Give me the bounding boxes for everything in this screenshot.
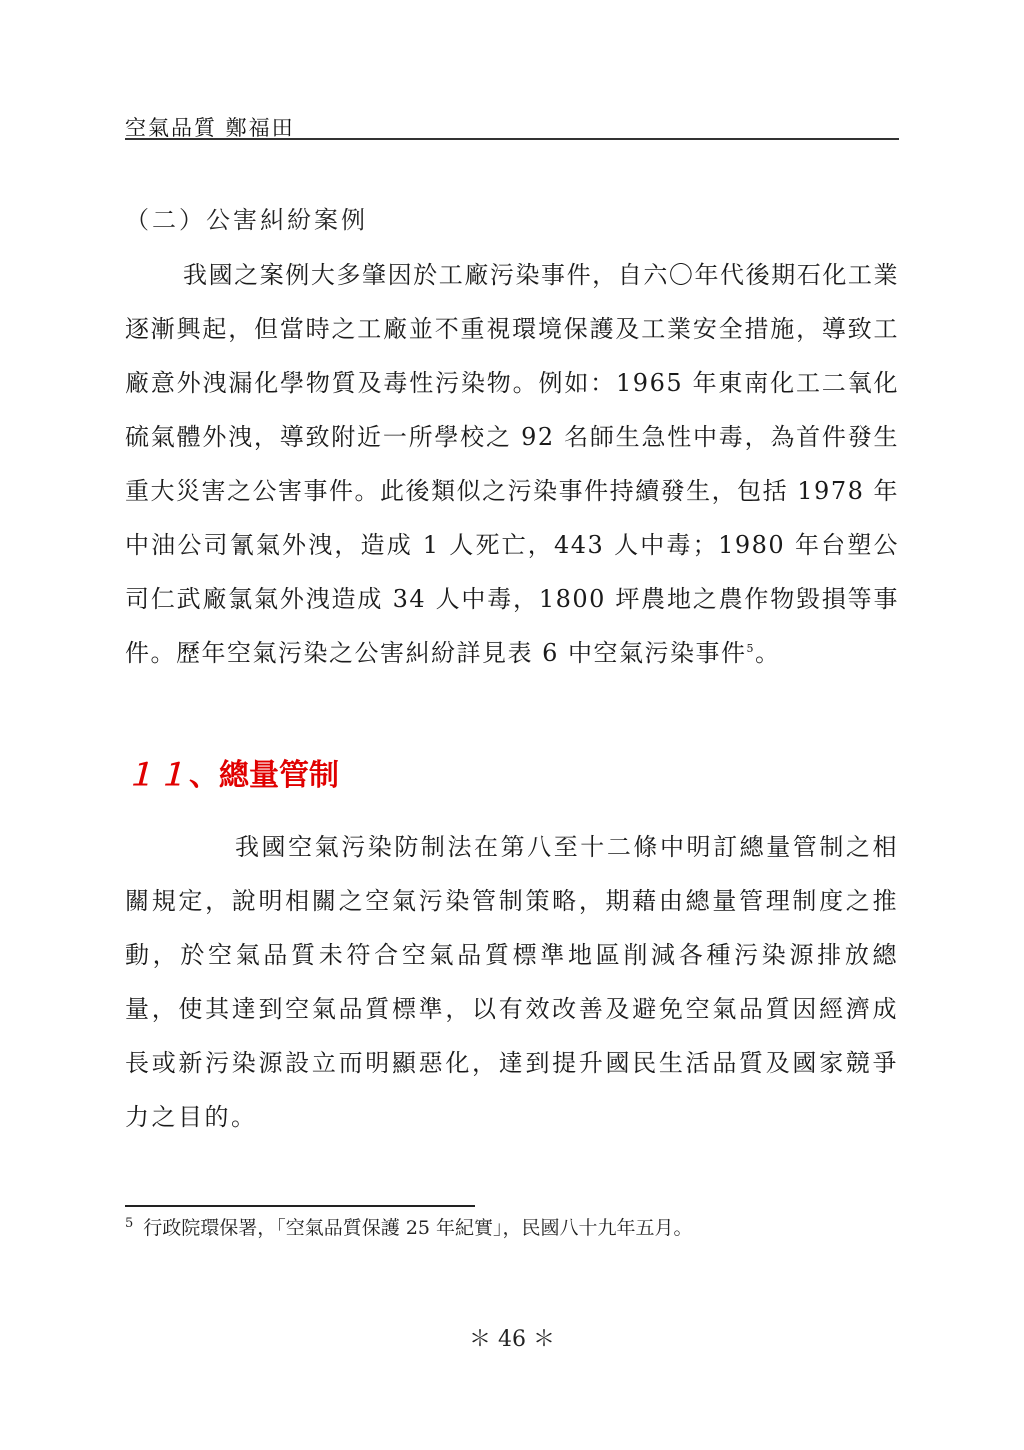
footnote-text: 行政院環保署，「空氣品質保護 25 年紀實」，民國八十九年五月。 xyxy=(143,1217,693,1239)
section-heading xyxy=(125,750,339,794)
page-number: ＊ 46 ＊ xyxy=(469,1327,555,1352)
header-rule xyxy=(125,138,899,140)
section-separator: 、 xyxy=(189,758,219,793)
footnote-mark: 5 xyxy=(125,1215,134,1231)
running-header: 空氣品質 鄭福田 xyxy=(125,116,295,140)
case-paragraph-end: 。 xyxy=(755,639,781,667)
case-paragraph-text: 我國之案例大多肇因於工廠污染事件，自六〇年代後期石化工業逐漸興起，但當時之工廠並不重視環境保護及工業安全措施，導致工廠意外洩漏化學物質及毒性污染物。例如：1965 年東南化工二氧化硫氣體外洩，導致附近一所學校之 92 名師生急性中毒，為首件發生重大災害之公害事件。此後類似之污染事件持續發生，包括 1978 年中油公司氰氣外洩，造成 1 人死亡，443 人中毒；1980 年台塑公司仁武廠氯氣外洩造成 34 人中毒，1800 坪農地之農作物毀損等事件。歷年空氣污染之公害糾紛詳見表 6 中空氣污染事件 xyxy=(125,261,899,667)
footnote-reference[interactable]: 5 xyxy=(746,642,756,655)
case-paragraph xyxy=(125,248,899,680)
section-title: 總量管制 xyxy=(219,758,339,793)
footnote-rule xyxy=(125,1205,475,1207)
section-number: １１ xyxy=(125,758,189,793)
subsection-heading: （二）公害糾紛案例 xyxy=(125,206,368,234)
footnote xyxy=(125,1213,693,1240)
total-quantity-paragraph: 我國空氣污染防制法在第八至十二條中明訂總量管制之相關規定，說明相關之空氣污染管制策略，期藉由總量管理制度之推動，於空氣品質未符合空氣品質標準地區削減各種污染源排放總量，使其達到空氣品質標準，以有效改善及避免空氣品質因經濟成長或新污染源設立而明顯惡化，達到提升國民生活品質及國家競爭力之目的。 xyxy=(125,833,899,1131)
